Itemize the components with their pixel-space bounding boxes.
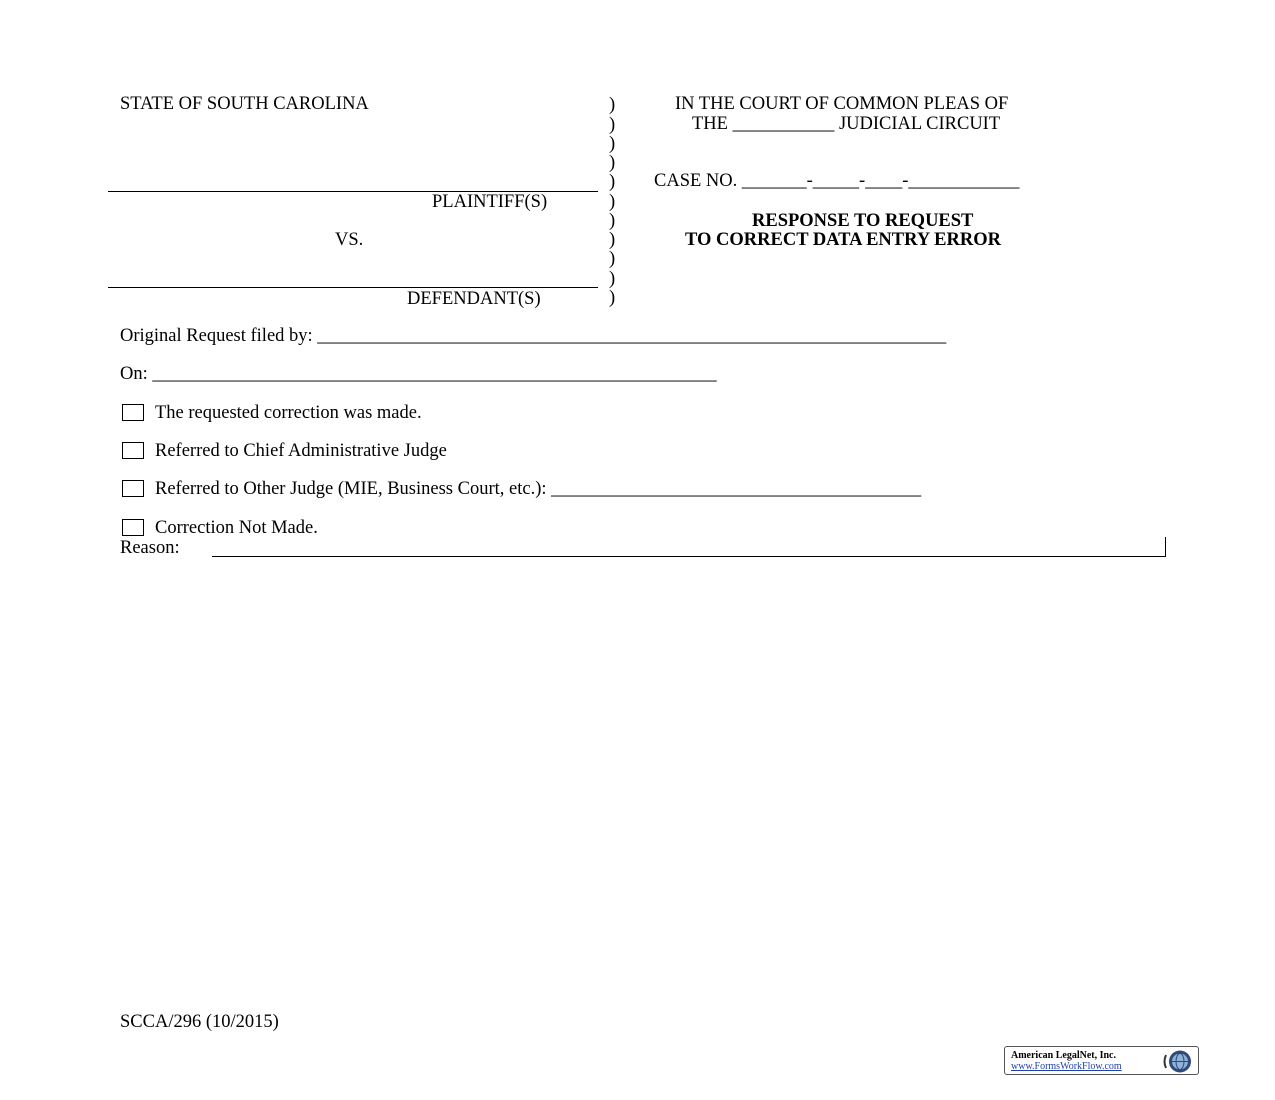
- original-request-field[interactable]: Original Request filed by: ____________________________________________________________________: [120, 326, 947, 346]
- plaintiff-label: PLAINTIFF(S): [432, 192, 548, 212]
- globe-icon: [1162, 1049, 1194, 1074]
- caption-divider: ): [609, 269, 616, 289]
- logo-company: American LegalNet, Inc.: [1011, 1050, 1116, 1061]
- americanlegalnet-logo[interactable]: [1004, 1046, 1199, 1075]
- defendant-name-line[interactable]: [108, 287, 598, 288]
- caption-divider: ): [609, 230, 616, 250]
- caption-divider: ): [609, 134, 616, 154]
- referred-chief-judge-label: Referred to Chief Administrative Judge: [155, 441, 447, 461]
- caption-divider: ): [609, 211, 616, 231]
- caption-divider: ): [609, 249, 616, 269]
- reason-line[interactable]: [212, 556, 1166, 557]
- correction-not-made-checkbox[interactable]: [122, 519, 144, 536]
- state-heading: STATE OF SOUTH CAROLINA: [120, 94, 369, 114]
- referred-other-judge-label: Referred to Other Judge (MIE, Business Court, etc.): ________________________________________: [155, 479, 922, 499]
- correction-not-made-label: Correction Not Made.: [155, 518, 318, 538]
- case-number: CASE NO. _______-_____-____-____________: [654, 171, 1020, 191]
- form-id: SCCA/296 (10/2015): [120, 1012, 279, 1032]
- caption-divider: ): [609, 172, 616, 192]
- defendant-label: DEFENDANT(S): [407, 289, 541, 309]
- court-line-1: IN THE COURT OF COMMON PLEAS OF: [675, 94, 1009, 114]
- reason-field-edge: [1165, 537, 1166, 557]
- referred-other-judge-checkbox[interactable]: [122, 480, 144, 497]
- document-title-line-2: TO CORRECT DATA ENTRY ERROR: [685, 230, 1001, 250]
- reason-label: Reason:: [120, 538, 180, 558]
- referred-chief-judge-checkbox[interactable]: [122, 442, 144, 459]
- court-line-2: THE ___________ JUDICIAL CIRCUIT: [692, 114, 1001, 134]
- caption-divider: ): [609, 95, 616, 115]
- caption-divider: ): [609, 192, 616, 212]
- caption-divider: ): [609, 288, 616, 308]
- caption-divider: ): [609, 153, 616, 173]
- versus-label: VS.: [335, 230, 364, 250]
- document-title-line-1: RESPONSE TO REQUEST: [752, 211, 974, 231]
- on-date-field[interactable]: On: _____________________________________________________________: [120, 364, 717, 384]
- caption-divider: ): [609, 115, 616, 135]
- correction-made-label: The requested correction was made.: [155, 403, 422, 423]
- correction-made-checkbox[interactable]: [122, 404, 144, 421]
- logo-url[interactable]: www.FormsWorkFlow.com: [1011, 1061, 1122, 1072]
